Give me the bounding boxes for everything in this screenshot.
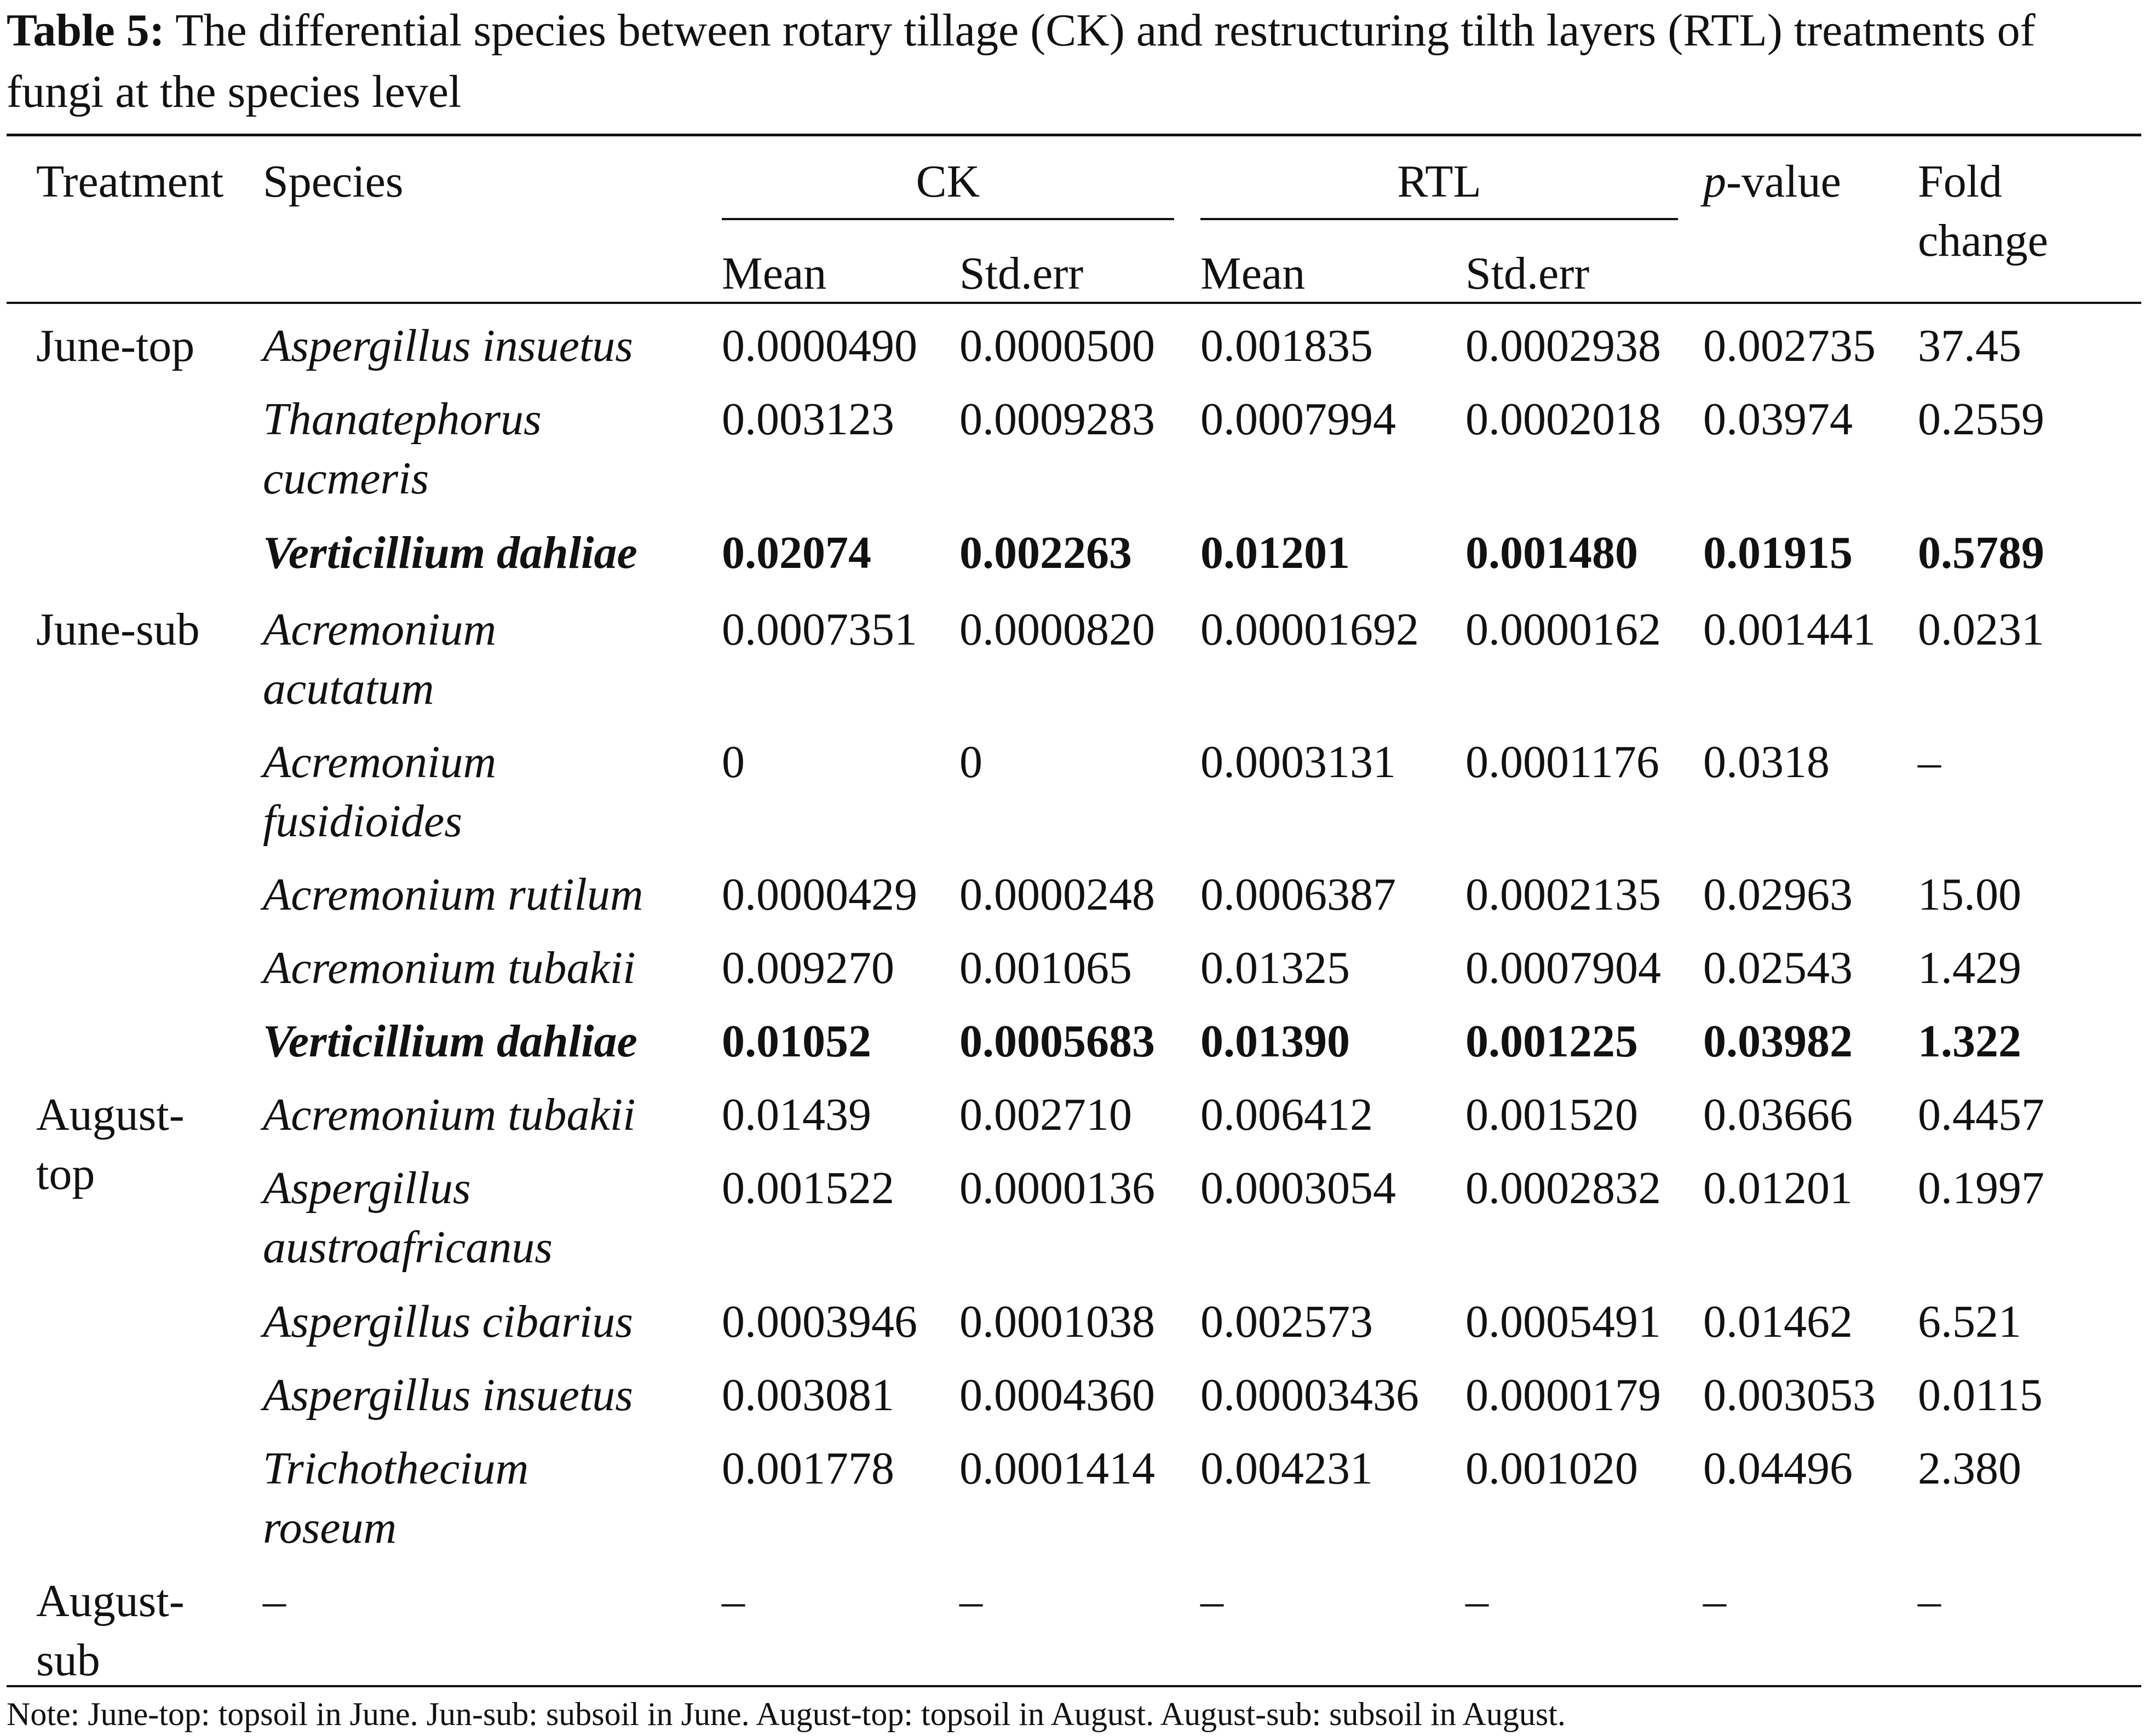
ck-mean-cell: 0.0007351 bbox=[722, 604, 917, 655]
ck-se-cell: 0.0009283 bbox=[959, 394, 1155, 445]
species-cell: – bbox=[263, 1576, 286, 1626]
ck-mean-cell: 0.02074 bbox=[722, 527, 871, 578]
ck-mean-cell: 0.001522 bbox=[722, 1163, 894, 1214]
rtl-se-cell: 0.001480 bbox=[1465, 527, 1638, 578]
ck-se-cell: 0.0000136 bbox=[959, 1163, 1155, 1214]
header-rtl: RTL bbox=[1397, 156, 1481, 207]
ck-mean-cell: 0.001778 bbox=[722, 1443, 894, 1494]
rtl-se-cell: 0.001020 bbox=[1465, 1443, 1638, 1494]
table-note: Note: June-top: topsoil in June. Jun-sub: subsoil in June. August-top: topsoil in August. August-sub: subsoil in August. bbox=[7, 1696, 1566, 1732]
fold-cell: 1.429 bbox=[1918, 942, 2021, 993]
ck-mean-cell: 0.01439 bbox=[722, 1089, 871, 1140]
rtl-se-cell: – bbox=[1465, 1576, 1488, 1626]
species-cell: Acremonium rutilum bbox=[263, 869, 643, 920]
ck-se-cell: 0.0005683 bbox=[959, 1016, 1155, 1067]
rtl-mean-cell: 0.01201 bbox=[1200, 527, 1350, 578]
fold-cell: 15.00 bbox=[1918, 869, 2021, 920]
rtl-se-cell: 0.0001176 bbox=[1465, 737, 1659, 787]
p-cell: 0.03666 bbox=[1703, 1089, 1853, 1140]
species-cell: Aspergillus austroafricanus bbox=[263, 1163, 553, 1273]
ck-mean-cell: 0.003123 bbox=[722, 394, 894, 445]
species-cell: Verticillium dahliae bbox=[263, 527, 637, 578]
ck-se-cell: 0 bbox=[959, 737, 982, 787]
p-cell: – bbox=[1703, 1576, 1726, 1626]
p-cell: 0.001441 bbox=[1703, 604, 1876, 655]
rtl-underline bbox=[1200, 218, 1678, 220]
header-ck-mean: Mean bbox=[722, 248, 827, 299]
rtl-mean-cell: 0.001835 bbox=[1200, 320, 1373, 371]
header-rtl-mean: Mean bbox=[1200, 248, 1306, 299]
treatment-cell: August- sub bbox=[36, 1576, 185, 1686]
ck-mean-cell: 0.009270 bbox=[722, 942, 894, 993]
p-cell: 0.002735 bbox=[1703, 320, 1876, 371]
rtl-se-cell: 0.0002938 bbox=[1465, 320, 1661, 371]
p-cell: 0.01462 bbox=[1703, 1296, 1853, 1347]
ck-se-cell: 0.001065 bbox=[959, 942, 1132, 993]
rtl-mean-cell: 0.006412 bbox=[1200, 1089, 1373, 1140]
p-cell: 0.01915 bbox=[1703, 527, 1853, 578]
rtl-se-cell: 0.0002832 bbox=[1465, 1163, 1661, 1214]
ck-se-cell: 0.002710 bbox=[959, 1089, 1132, 1140]
rtl-mean-cell: 0.00001692 bbox=[1200, 604, 1419, 655]
species-cell: Aspergillus insuetus bbox=[263, 1370, 633, 1421]
rtl-se-cell: 0.001520 bbox=[1465, 1089, 1638, 1140]
rtl-se-cell: 0.0000179 bbox=[1465, 1370, 1661, 1421]
ck-underline bbox=[722, 218, 1174, 220]
ck-mean-cell: 0.0003946 bbox=[722, 1296, 917, 1347]
fold-cell: 6.521 bbox=[1918, 1296, 2021, 1347]
species-cell: Thanatephorus cucmeris bbox=[263, 394, 542, 504]
rtl-mean-cell: 0.00003436 bbox=[1200, 1370, 1419, 1421]
table-title: The differential species between rotary tillage (CK) and restructuring tilth layers (RTL) treatments of fungi at the species level bbox=[7, 5, 2036, 117]
header-species: Species bbox=[263, 156, 404, 207]
rtl-mean-cell: 0.01325 bbox=[1200, 942, 1350, 993]
rtl-se-cell: 0.0000162 bbox=[1465, 604, 1661, 655]
treatment-cell: August- top bbox=[36, 1089, 185, 1199]
species-cell: Aspergillus insuetus bbox=[263, 320, 633, 371]
species-cell: Verticillium dahliae bbox=[263, 1016, 637, 1067]
rtl-se-cell: 0.0002135 bbox=[1465, 869, 1661, 920]
ck-se-cell: 0.0000820 bbox=[959, 604, 1155, 655]
fold-cell: 0.0115 bbox=[1918, 1370, 2043, 1421]
rtl-mean-cell: 0.004231 bbox=[1200, 1443, 1373, 1494]
ck-se-cell: 0.0001414 bbox=[959, 1443, 1155, 1494]
ck-se-cell: 0.0004360 bbox=[959, 1370, 1155, 1421]
rtl-mean-cell: 0.01390 bbox=[1200, 1016, 1350, 1067]
treatment-cell: June-sub bbox=[36, 604, 200, 655]
p-cell: 0.03974 bbox=[1703, 394, 1853, 445]
header-p-italic: p bbox=[1703, 156, 1726, 207]
fold-cell: 37.45 bbox=[1918, 320, 2021, 371]
fold-cell: – bbox=[1918, 1576, 1941, 1626]
bottom-rule bbox=[7, 1685, 2141, 1687]
ck-mean-cell: 0.0000429 bbox=[722, 869, 917, 920]
ck-mean-cell: 0.003081 bbox=[722, 1370, 894, 1421]
header-p-rest: -value bbox=[1726, 156, 1841, 207]
ck-mean-cell: 0 bbox=[722, 737, 745, 787]
p-cell: 0.04496 bbox=[1703, 1443, 1853, 1494]
p-cell: 0.02543 bbox=[1703, 942, 1853, 993]
rtl-mean-cell: 0.002573 bbox=[1200, 1296, 1373, 1347]
rtl-mean-cell: 0.0007994 bbox=[1200, 394, 1396, 445]
species-cell: Acremonium fusidioides bbox=[263, 737, 497, 847]
fold-cell: 2.380 bbox=[1918, 1443, 2021, 1494]
p-cell: 0.02963 bbox=[1703, 869, 1853, 920]
fold-cell: 0.5789 bbox=[1918, 527, 2044, 578]
rtl-se-cell: 0.0005491 bbox=[1465, 1296, 1661, 1347]
rtl-se-cell: 0.001225 bbox=[1465, 1016, 1638, 1067]
top-rule bbox=[7, 134, 2141, 136]
table-label: Table 5: bbox=[7, 5, 165, 56]
rtl-mean-cell: 0.0003054 bbox=[1200, 1163, 1396, 1214]
species-cell: Acremonium tubakii bbox=[263, 942, 636, 993]
species-cell: Acremonium tubakii bbox=[263, 1089, 636, 1140]
header-ck: CK bbox=[916, 156, 980, 207]
fold-cell: 0.4457 bbox=[1918, 1089, 2044, 1140]
rtl-mean-cell: 0.0006387 bbox=[1200, 869, 1396, 920]
ck-se-cell: 0.002263 bbox=[959, 527, 1132, 578]
p-cell: 0.0318 bbox=[1703, 737, 1830, 787]
ck-se-cell: 0.0000248 bbox=[959, 869, 1155, 920]
p-cell: 0.003053 bbox=[1703, 1370, 1876, 1421]
ck-se-cell: 0.0001038 bbox=[959, 1296, 1155, 1347]
header-treatment: Treatment bbox=[36, 156, 224, 207]
rtl-se-cell: 0.0007904 bbox=[1465, 942, 1661, 993]
species-cell: Acremonium acutatum bbox=[263, 604, 497, 714]
ck-mean-cell: 0.0000490 bbox=[722, 320, 917, 371]
ck-se-cell: – bbox=[959, 1576, 982, 1626]
ck-se-cell: 0.0000500 bbox=[959, 320, 1155, 371]
rtl-mean-cell: – bbox=[1200, 1576, 1223, 1626]
fold-cell: 0.0231 bbox=[1918, 604, 2044, 655]
header-rtl-stderr: Std.err bbox=[1465, 248, 1590, 299]
ck-mean-cell: – bbox=[722, 1576, 745, 1626]
fold-cell: – bbox=[1918, 737, 1941, 787]
ck-mean-cell: 0.01052 bbox=[722, 1016, 871, 1067]
header-fold-change: Fold change bbox=[1918, 156, 2048, 266]
fold-cell: 0.1997 bbox=[1918, 1163, 2044, 1214]
fold-cell: 1.322 bbox=[1918, 1016, 2021, 1067]
rtl-mean-cell: 0.0003131 bbox=[1200, 737, 1396, 787]
p-cell: 0.03982 bbox=[1703, 1016, 1853, 1067]
header-ck-stderr: Std.err bbox=[959, 248, 1084, 299]
species-cell: Aspergillus cibarius bbox=[263, 1296, 633, 1347]
fold-cell: 0.2559 bbox=[1918, 394, 2044, 445]
rtl-se-cell: 0.0002018 bbox=[1465, 394, 1661, 445]
species-cell: Trichothecium roseum bbox=[263, 1443, 529, 1553]
p-cell: 0.01201 bbox=[1703, 1163, 1853, 1214]
header-p-value bbox=[1703, 152, 1841, 211]
table-caption bbox=[7, 0, 2137, 123]
treatment-cell: June-top bbox=[36, 320, 195, 371]
